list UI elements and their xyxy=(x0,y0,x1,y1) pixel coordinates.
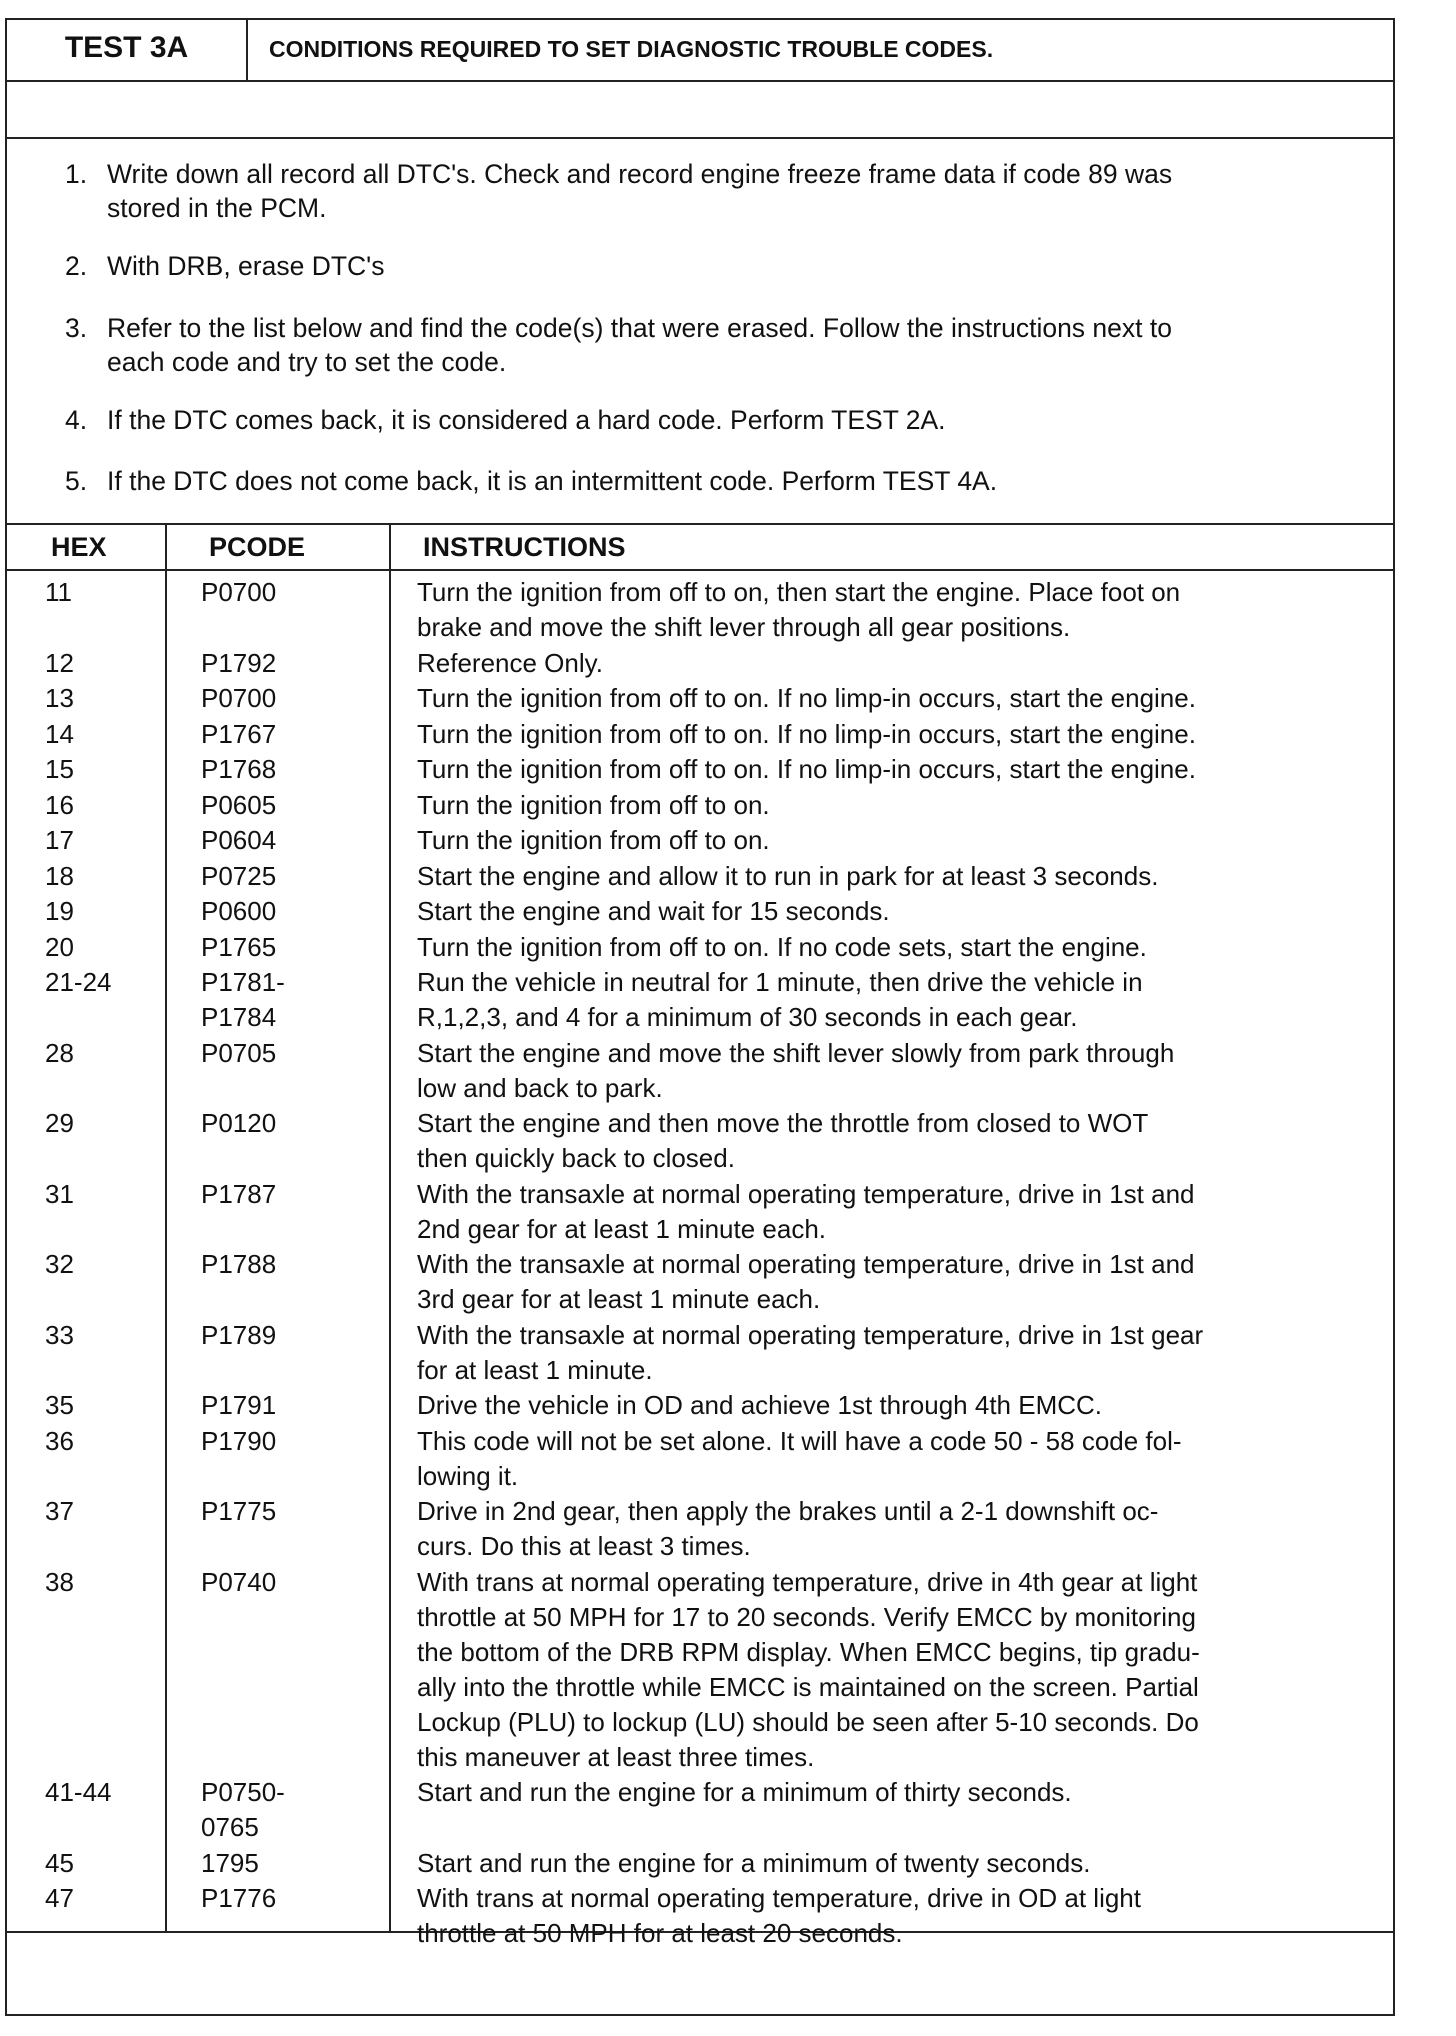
instruction-line: Start the engine and then move the throttle from closed to WOT xyxy=(417,1108,1149,1138)
instruction-line: Start the engine and wait for 15 seconds. xyxy=(417,896,890,926)
instruction-line: Start and run the engine for a minimum of twenty seconds. xyxy=(417,1847,1091,1878)
hex-cell: 17 xyxy=(45,825,74,855)
instruction-line: Turn the ignition from off to on. If no limp-in occurs, start the engine. xyxy=(417,683,1196,713)
pcode-cell xyxy=(201,575,276,610)
instruction-line: 3rd gear for at least 1 minute each. xyxy=(417,1284,821,1314)
column-header-hex: HEX xyxy=(51,532,107,562)
instruction-cell xyxy=(417,1846,1362,1881)
pcode-line: P0604 xyxy=(201,825,277,855)
instruction-line: Turn the ignition from off to on. If no limp-in occurs, start the engine. xyxy=(417,718,1196,749)
instruction-cell xyxy=(417,1494,1362,1564)
step-number: 5. xyxy=(65,466,88,496)
pcode-cell xyxy=(201,1318,276,1353)
instruction-cell xyxy=(417,681,1362,716)
pcode-cell xyxy=(201,1424,276,1459)
step-number: 2. xyxy=(65,251,88,281)
instruction-line: Start the engine and allow it to run in park for at least 3 seconds. xyxy=(417,860,1159,891)
hex-cell: 41-44 xyxy=(45,1777,112,1807)
instruction-line: With the transaxle at normal operating temperature, drive in 1st and xyxy=(417,1249,1195,1279)
hex-cell: 36 xyxy=(45,1425,74,1456)
pcode-line: P1781- xyxy=(201,967,285,997)
pcode-cell xyxy=(201,788,276,823)
hex-cell: 12 xyxy=(45,647,74,678)
instruction-line: R,1,2,3, and 4 for a minimum of 30 seconds in each gear. xyxy=(417,1002,1078,1032)
test-id: TEST 3A xyxy=(7,20,248,80)
hex-cell: 15 xyxy=(45,754,74,784)
pcode-cell xyxy=(201,894,276,929)
instruction-cell xyxy=(417,965,1362,1035)
pcode-cell xyxy=(201,1881,276,1916)
pcode-line: P1791 xyxy=(201,1390,277,1420)
instruction-line: With the transaxle at normal operating temperature, drive in 1st gear xyxy=(417,1319,1204,1350)
instruction-line: low and back to park. xyxy=(417,1072,663,1103)
instruction-cell xyxy=(417,1318,1362,1388)
hex-cell: 35 xyxy=(45,1390,74,1420)
hex-cell: 21-24 xyxy=(45,967,112,997)
hex-cell: 18 xyxy=(45,860,74,891)
instruction-line: this maneuver at least three times. xyxy=(417,1741,815,1772)
pcode-cell xyxy=(201,965,285,1035)
hex-cell: 29 xyxy=(45,1108,74,1138)
instruction-cell xyxy=(417,823,1362,858)
hex-cell: 16 xyxy=(45,789,74,820)
pcode-line: P1775 xyxy=(201,1496,277,1526)
step-text: With DRB, erase DTC's xyxy=(107,251,385,281)
pcode-line: P0120 xyxy=(201,1108,277,1138)
instruction-line: Turn the ignition from off to on, then start the engine. Place foot on xyxy=(417,577,1181,607)
instruction-line: ally into the throttle while EMCC is maintained on the screen. Partial xyxy=(417,1671,1199,1702)
pcode-line: P0700 xyxy=(201,577,277,607)
instruction-line: then quickly back to closed. xyxy=(417,1143,735,1173)
instruction-cell xyxy=(417,1106,1362,1176)
column-header-instructions: INSTRUCTIONS xyxy=(423,532,626,562)
instruction-line: Start the engine and move the shift lever slowly from park through xyxy=(417,1037,1175,1068)
pcode-cell xyxy=(201,823,276,858)
pcode-line: P0725 xyxy=(201,860,277,891)
instruction-line: With the transaxle at normal operating temperature, drive in 1st and xyxy=(417,1178,1195,1209)
hex-cell: 19 xyxy=(45,896,74,926)
code-table-body xyxy=(7,571,1393,1948)
step-number: 3. xyxy=(65,313,88,343)
pcode-cell xyxy=(201,646,276,681)
pcode-line: P1784 xyxy=(201,1002,277,1032)
instruction-cell xyxy=(417,859,1362,894)
pcode-line: 1795 xyxy=(201,1847,259,1878)
instruction-cell xyxy=(417,1881,1362,1951)
instruction-line: Run the vehicle in neutral for 1 minute, then drive the vehicle in xyxy=(417,967,1143,997)
pcode-line: P0605 xyxy=(201,789,277,820)
instruction-line: for at least 1 minute. xyxy=(417,1354,653,1385)
hex-cell: 13 xyxy=(45,683,74,713)
instruction-cell xyxy=(417,717,1362,752)
pcode-line: P1768 xyxy=(201,754,277,784)
step-2 xyxy=(57,249,1363,283)
step-5 xyxy=(57,464,1363,498)
instruction-cell xyxy=(417,1565,1362,1775)
step-3 xyxy=(57,311,1363,379)
instruction-line: 2nd gear for at least 1 minute each. xyxy=(417,1213,827,1244)
instruction-line: With trans at normal operating temperature, drive in 4th gear at light xyxy=(417,1566,1198,1597)
instruction-line: Drive in 2nd gear, then apply the brakes until a 2-1 downshift oc- xyxy=(417,1496,1159,1526)
hex-cell: 38 xyxy=(45,1566,74,1597)
step-number: 1. xyxy=(65,159,88,189)
instruction-line: This code will not be set alone. It will have a code 50 - 58 code fol- xyxy=(417,1425,1182,1456)
table-header xyxy=(7,525,1393,571)
hex-cell: 32 xyxy=(45,1249,74,1279)
hex-cell: 28 xyxy=(45,1037,74,1068)
step-text: Refer to the list below and find the code(s) that were erased. Follow the instructions next to xyxy=(107,313,1172,343)
pcode-cell xyxy=(201,717,276,752)
pcode-line: P0750- xyxy=(201,1777,285,1807)
instruction-line: brake and move the shift lever through all gear positions. xyxy=(417,612,1071,642)
pcode-cell xyxy=(201,1106,276,1141)
instruction-cell xyxy=(417,1424,1362,1494)
pcode-line: P1765 xyxy=(201,931,277,962)
column-header-pcode: PCODE xyxy=(209,532,306,562)
test-header xyxy=(7,20,1393,82)
hex-cell: 14 xyxy=(45,718,74,749)
instruction-line: curs. Do this at least 3 times. xyxy=(417,1531,751,1561)
pcode-line: P1776 xyxy=(201,1883,277,1913)
pcode-cell xyxy=(201,1247,276,1282)
pcode-line: P0705 xyxy=(201,1037,277,1068)
instruction-line: lowing it. xyxy=(417,1460,519,1491)
hex-cell: 20 xyxy=(45,931,74,962)
instruction-line: Turn the ignition from off to on. If no limp-in occurs, start the engine. xyxy=(417,754,1196,784)
instruction-cell xyxy=(417,788,1362,823)
instruction-cell xyxy=(417,646,1362,681)
instruction-cell xyxy=(417,752,1362,787)
pcode-line: P1767 xyxy=(201,718,277,749)
instruction-cell xyxy=(417,1177,1362,1247)
pcode-cell xyxy=(201,1494,276,1529)
procedure-sheet xyxy=(5,18,1395,2016)
hex-cell: 37 xyxy=(45,1496,74,1526)
instruction-line: Start and run the engine for a minimum of thirty seconds. xyxy=(417,1777,1072,1807)
pcode-line: P1792 xyxy=(201,647,277,678)
pcode-line: P1789 xyxy=(201,1319,277,1350)
pcode-cell xyxy=(201,930,276,965)
pcode-cell xyxy=(201,1846,259,1881)
pcode-cell xyxy=(201,1775,285,1845)
instruction-cell xyxy=(417,1388,1362,1423)
step-text: If the DTC comes back, it is considered a hard code. Perform TEST 2A. xyxy=(107,405,946,435)
instruction-cell xyxy=(417,575,1362,645)
pcode-cell xyxy=(201,859,276,894)
instruction-line: Lockup (PLU) to lockup (LU) should be seen after 5-10 seconds. Do xyxy=(417,1706,1199,1737)
instruction-cell xyxy=(417,1036,1362,1106)
pcode-cell xyxy=(201,1388,276,1423)
step-text: If the DTC does not come back, it is an intermittent code. Perform TEST 4A. xyxy=(107,466,998,496)
pcode-cell xyxy=(201,681,276,716)
test-title: CONDITIONS REQUIRED TO SET DIAGNOSTIC TROUBLE CODES. xyxy=(269,36,994,62)
step-1 xyxy=(57,157,1363,225)
pcode-cell xyxy=(201,1177,276,1212)
instruction-cell xyxy=(417,930,1362,965)
instruction-line: Turn the ignition from off to on. xyxy=(417,789,770,820)
pcode-line: P0700 xyxy=(201,683,277,713)
pcode-cell xyxy=(201,1565,276,1600)
pcode-line: P1790 xyxy=(201,1425,277,1456)
instruction-line: the bottom of the DRB RPM display. When EMCC begins, tip gradu- xyxy=(417,1636,1200,1667)
step-text: each code and try to set the code. xyxy=(107,347,507,377)
hex-cell: 11 xyxy=(45,577,72,607)
instruction-line: Drive the vehicle in OD and achieve 1st through 4th EMCC. xyxy=(417,1390,1103,1420)
pcode-line: P1787 xyxy=(201,1178,277,1209)
pcode-line: P0740 xyxy=(201,1566,277,1597)
header-spacer-band xyxy=(7,82,1393,139)
step-text: stored in the PCM. xyxy=(107,193,327,223)
pcode-line: P1788 xyxy=(201,1249,277,1279)
hex-cell: 33 xyxy=(45,1319,74,1350)
step-4 xyxy=(57,403,1363,437)
instruction-cell xyxy=(417,1775,1362,1810)
hex-cell: 45 xyxy=(45,1847,74,1878)
hex-cell: 31 xyxy=(45,1178,74,1209)
instruction-line: throttle at 50 MPH for 17 to 20 seconds. Verify EMCC by monitoring xyxy=(417,1601,1196,1632)
procedure-steps xyxy=(7,139,1393,525)
hex-cell: 47 xyxy=(45,1883,74,1913)
instruction-line: Reference Only. xyxy=(417,647,603,678)
pcode-line: P0600 xyxy=(201,896,277,926)
pcode-cell xyxy=(201,1036,276,1071)
step-text: Write down all record all DTC's. Check and record engine freeze frame data if code 89 was xyxy=(107,159,1173,189)
instruction-cell xyxy=(417,1247,1362,1317)
instruction-line: Turn the ignition from off to on. If no code sets, start the engine. xyxy=(417,931,1147,962)
pcode-line: 0765 xyxy=(201,1812,259,1842)
instruction-line: throttle at 50 MPH for at least 20 seconds. xyxy=(417,1918,903,1948)
instruction-cell xyxy=(417,894,1362,929)
step-number: 4. xyxy=(65,405,88,435)
pcode-cell xyxy=(201,752,276,787)
instruction-line: With trans at normal operating temperature, drive in OD at light xyxy=(417,1883,1141,1913)
instruction-line: Turn the ignition from off to on. xyxy=(417,825,770,855)
